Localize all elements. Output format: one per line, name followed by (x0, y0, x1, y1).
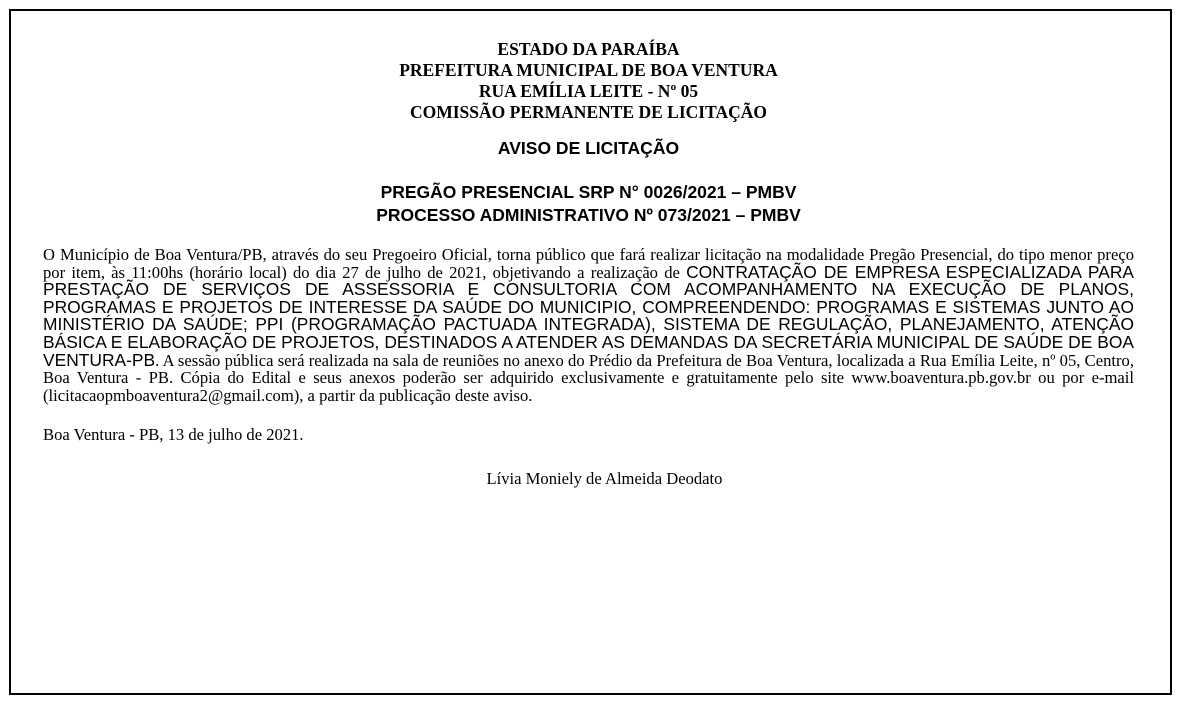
signatory-name: Lívia Moniely de Almeida Deodato (486, 469, 723, 489)
body-rest: . A sessão pública será realizada na sala de reuniões no anexo do Prédio da Prefeitura de Boa Ventura, localizada a Rua Emília Leite, nº 05, Centro, Boa Ventura - PB. Cópia do Edital e seus anexos poderão ser adquirido exclusivamente e gratuitamente pelo site www.boaventura.pb.gov.br ou por e-mail (licitacaopmboaventura2@gmail.com), a partir da publicação deste aviso. (43, 350, 1134, 405)
body-object: CONTRATAÇÃO DE EMPRESA ESPECIALIZADA PARA PRESTAÇÃO DE SERVIÇOS DE ASSESSORIA E CONSULTORIA COM ACOMPANHAMENTO NA EXECUÇÃO DE PLANOS, PROGRAMAS E PROJETOS DE INTERESSE DA SAÚDE DO MUNICIPIO, COMPREENDENDO: PROGRAMAS E SISTEMAS JUNTO AO MINISTÉRIO DA SAÚDE; PPI (PROGRAMAÇÃO PACTUADA INTEGRADA), SISTEMA DE REGULAÇÃO, PLANEJAMENTO, ATENÇÃO BÁSICA E ELABORAÇÃO DE PROJETOS, DESTINADOS A ATENDER AS DEMANDAS DA SECRETÁRIA MUNICIPAL DE SAÚDE DE BOA VENTURA-PB (43, 261, 1134, 370)
pregao-number: PREGÃO PRESENCIAL SRP N° 0026/2021 – PMBV (380, 182, 797, 202)
notice-body (43, 246, 1134, 404)
header-state: ESTADO DA PARAÍBA (497, 39, 680, 59)
place-date: Boa Ventura - PB, 13 de julho de 2021. (43, 425, 304, 445)
pregao-block (43, 181, 1134, 227)
notice-document (9, 9, 1172, 695)
header-prefecture: PREFEITURA MUNICIPAL DE BOA VENTURA (399, 60, 778, 80)
document-header (43, 39, 1134, 123)
body-intro: O Município de Boa Ventura/PB, através do seu Pregoeiro Oficial, torna público que fará realizar licitação na modalidade Pregão Presencial, do tipo menor preço por item, às 11:00hs (horário local) do dia 27 de julho de 2021, objetivando a realização de (43, 245, 1134, 282)
header-address: RUA EMÍLIA LEITE - Nº 05 (478, 81, 699, 101)
header-commission: COMISSÃO PERMANENTE DE LICITAÇÃO (409, 102, 767, 122)
process-number: PROCESSO ADMINISTRATIVO Nº 073/2021 – PMBV (376, 205, 801, 225)
notice-title: AVISO DE LICITAÇÃO (497, 138, 680, 158)
